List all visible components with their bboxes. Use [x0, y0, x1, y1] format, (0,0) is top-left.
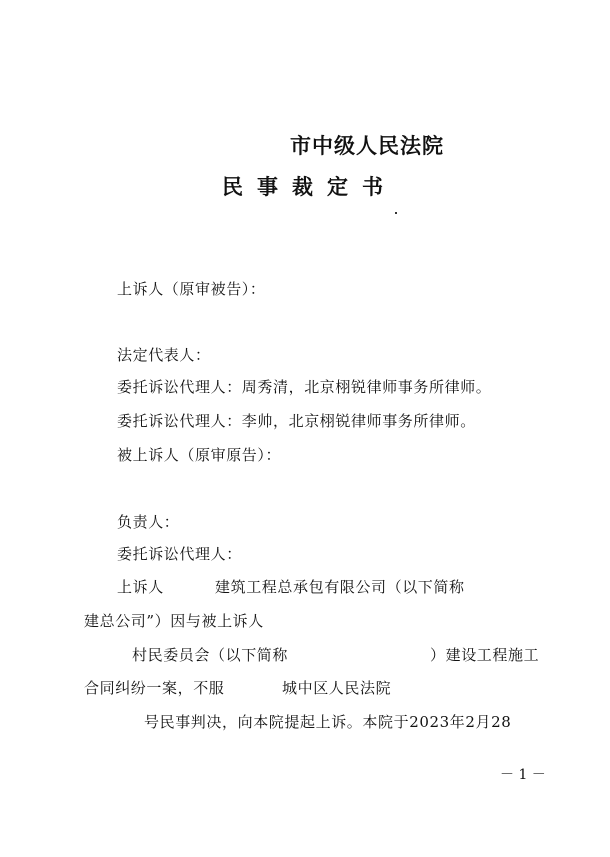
- responsible-label: 负责人：: [117, 513, 180, 531]
- body-line-4b: 城中区人民法院: [282, 679, 392, 697]
- body-line-3a: 村民委员会（以下简称: [132, 646, 289, 664]
- body-line-2: 建总公司”）因与被上诉人: [84, 612, 264, 630]
- stray-mark: [395, 212, 397, 214]
- body-line-1b: 建筑工程总承包有限公司（以下简称: [215, 578, 465, 596]
- page-number: － 1 －: [500, 767, 546, 783]
- appellee-agent-label: 委托诉讼代理人：: [117, 545, 242, 563]
- appellant-label: 上诉人（原审被告）：: [117, 280, 266, 298]
- agent-line-1: 委托诉讼代理人：周秀清，北京栩锐律师事务所律师。: [117, 378, 492, 396]
- body-line-3b: ）建设工程施工: [430, 646, 540, 664]
- document-title: 民事裁定书: [222, 174, 397, 199]
- body-line-4a: 合同纠纷一案，不服: [84, 679, 225, 697]
- agent-line-2: 委托诉讼代理人：李帅，北京栩锐律师事务所律师。: [117, 412, 476, 430]
- legal-rep-label: 法定代表人：: [117, 346, 211, 364]
- body-line-1a: 上诉人: [117, 578, 164, 596]
- court-title: 市中级人民法院: [290, 133, 444, 158]
- appellee-label: 被上诉人（原审原告）：: [117, 446, 282, 464]
- body-line-5: 号民事判决，向本院提起上诉。本院于2023年2月28: [144, 713, 512, 731]
